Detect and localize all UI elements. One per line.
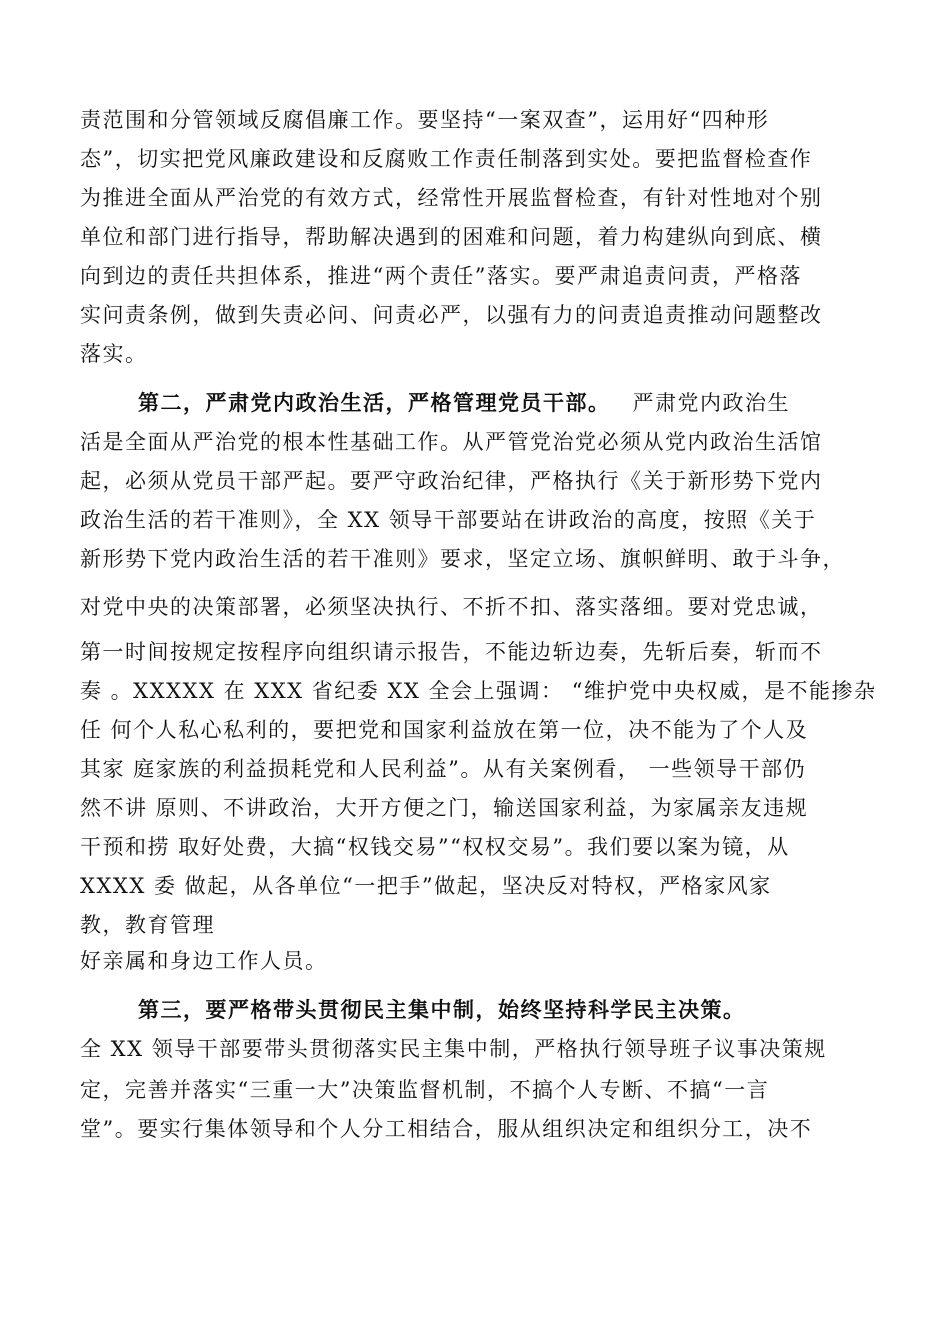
text-line: 落实。 [80,342,148,366]
text-line: 教，教育管理 [80,913,215,937]
text-line: 政治生活的若干准则》，全 XX 领导干部要站在讲政治的高度，按照《关于 [80,508,817,532]
text-line: 其家 庭家族的利益损耗党和人民利益”。从有关案例看， 一些领导干部仍 [80,757,807,781]
text-line: 活是全面从严治党的根本性基础工作。从严管党治党必须从党内政治生活馆 [80,430,823,454]
text-line: 对党中央的决策部署，必须坚决执行、不折不扣、落实落细。要对党忠诚， [80,595,823,619]
text-line: 态”，切实把党风廉政建设和反腐败工作责任制落到实处。要把监督检查作 [80,147,813,171]
heading-second: 第二，严肃党内政治生活，严格管理党员干部。 [138,390,611,415]
text-line: 新形势下党内政治生活的若干准则》要求，坚定立场、旗帜鲜明、敢于斗争， [80,547,845,571]
text-line: 为推进全面从严治党的有效方式，经常性开展监督检查，有针对性地对个别 [80,186,823,210]
heading-third: 第三，要严格带头贯彻民主集中制，始终坚持科学民主决策。 [138,997,746,1022]
text-line: 第一时间按规定按程序向组织请示报告，不能边斩边奏，先斩后奏，斩而不 [80,640,823,664]
text-line: 实问责条例，做到失责必问、问责必严，以强有力的问责追责推动问题整改 [80,303,823,327]
text-line: 然不讲 原则、不讲政治，大开方便之门，输送国家利益，为家属亲友违规 [80,796,809,820]
text-line: 向到边的责任共担体系，推进“两个责任”落实。要严肃追责问责，严格落 [80,264,802,288]
text-line: 责范围和分管领域反腐倡廉工作。要坚持“一案双查”，运用好“四种形 [80,108,770,132]
text-line: 堂”。要实行集体领导和个人分工相结合，服从组织决定和组织分工，决不 [80,1117,813,1141]
text-line: 严肃党内政治生 [632,391,790,415]
text-line: 任 何个人私心私利的，要把党和国家利益放在第一位，决不能为了个人及 [80,718,809,742]
text-line: 干预和捞 取好处费，大搞“权钱交易”“权权交易”。我们要以案为镜，从 [80,835,790,859]
text-line: 全 XX 领导干部要带头贯彻落实民主集中制，严格执行领导班子议事决策规 [80,1037,827,1061]
text-line: XXXX 委 做起，从各单位“一把手”做起，坚决反对特权，严格家风家 [80,874,772,898]
text-line: 好亲属和身边工作人员。 [80,949,328,973]
text-line: 起，必须从党员干部严起。要严守政治纪律，严格执行《关于新形势下党内 [80,469,823,493]
text-line: 单位和部门进行指导，帮助解决遇到的困难和问题，着力构建纵向到底、横 [80,225,823,249]
text-line: 定，完善并落实“三重一大”决策监督机制，不搞个人专断、不搞“一言 [80,1078,770,1102]
text-line: 奏 。XXXXX 在 XXX 省纪委 XX 全会上强调： “维护党中央权威，是不能掺杂 [80,679,877,703]
paragraph-second-first-line [138,389,790,417]
